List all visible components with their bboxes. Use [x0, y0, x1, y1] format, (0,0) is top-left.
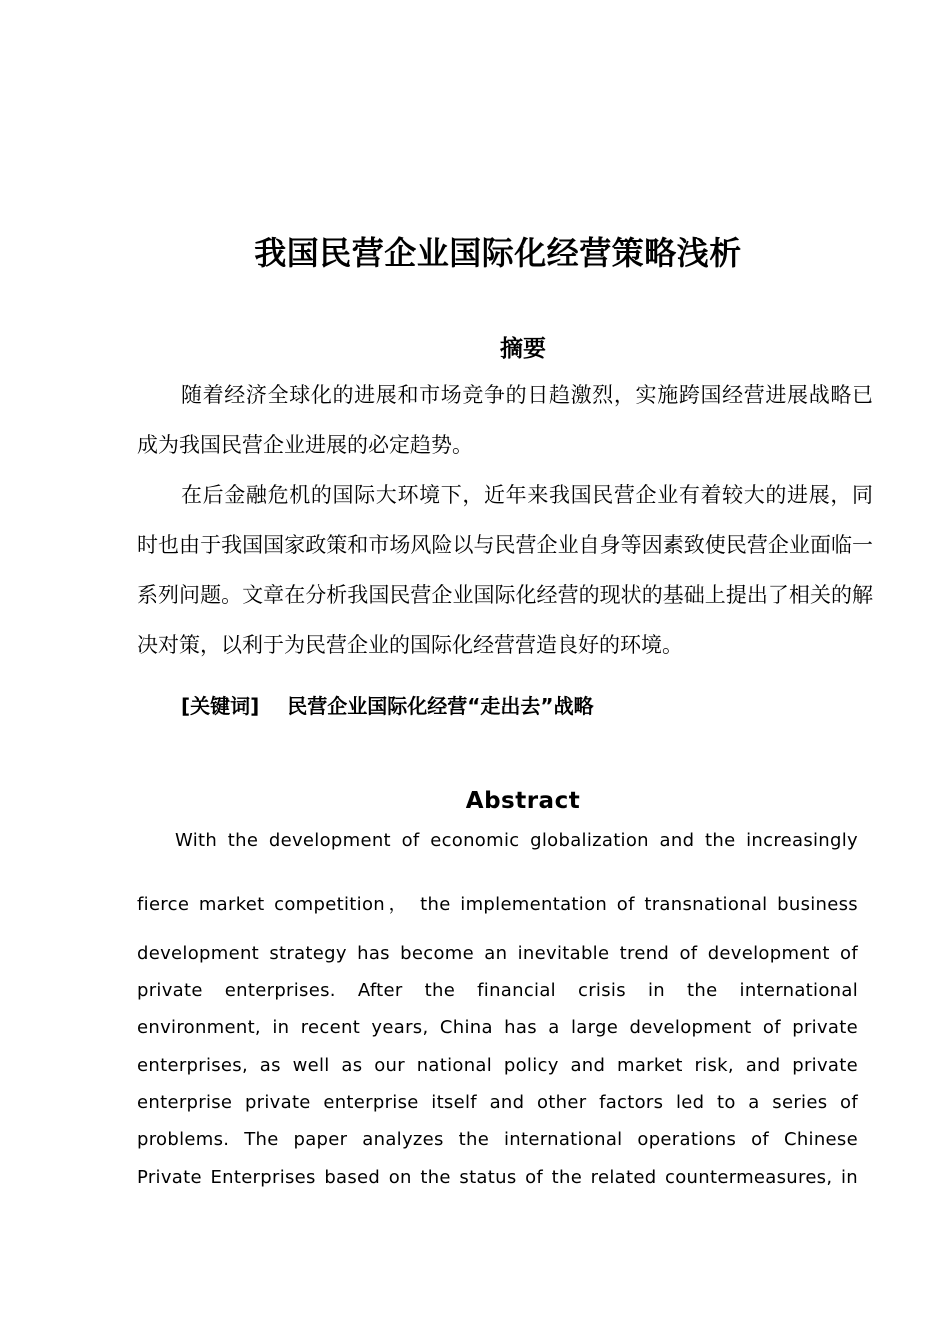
english-abstract-line: enterprise private enterprise itself and other factors led to a series of [137, 1092, 858, 1113]
english-abstract-line: Private Enterprises based on the status of the related countermeasures, in [137, 1167, 858, 1188]
document-title: 我国民营企业国际化经营策略浅析 [254, 234, 742, 272]
english-abstract-line: enterprises, as well as our national policy and market risk, and private [137, 1055, 858, 1076]
chinese-abstract-paragraph-2: 在后金融危机的国际大环境下，近年来我国民营企业有着较大的进展，同时也由于我国国家政策和市场风险以与民营企业自身等因素致使民营企业面临一系列问题。文章在分析我国民营企业国际化经营的现状的基础上提出了相关的解决对策，以利于为民营企业的国际化经营营造良好的环境。 [137, 483, 873, 657]
keywords-line [181, 690, 594, 719]
chinese-abstract-paragraph-1: 随着经济全球化的进展和市场竞争的日趋激烈，实施跨国经营进展战略已成为我国民营企业进展的必定趋势。 [137, 383, 873, 457]
english-abstract-line: problems. The paper analyzes the international operations of Chinese [137, 1129, 858, 1150]
english-abstract-line: fierce market competition， the implementation of transnational business [137, 894, 858, 915]
chinese-abstract-heading: 摘要 [500, 336, 546, 362]
keywords-text: 民营企业国际化经营“走出去”战略 [287, 694, 594, 718]
keywords-label: [关键词] [181, 694, 260, 718]
english-abstract-line: private enterprises. After the financial crisis in the international [137, 980, 858, 1001]
english-abstract-line: With the development of economic globalization and the increasingly [175, 830, 858, 851]
english-abstract-line: environment, in recent years, China has a large development of private [137, 1017, 858, 1038]
english-abstract-line: development strategy has become an inevitable trend of development of [137, 943, 858, 964]
english-abstract-heading: Abstract [465, 788, 581, 814]
